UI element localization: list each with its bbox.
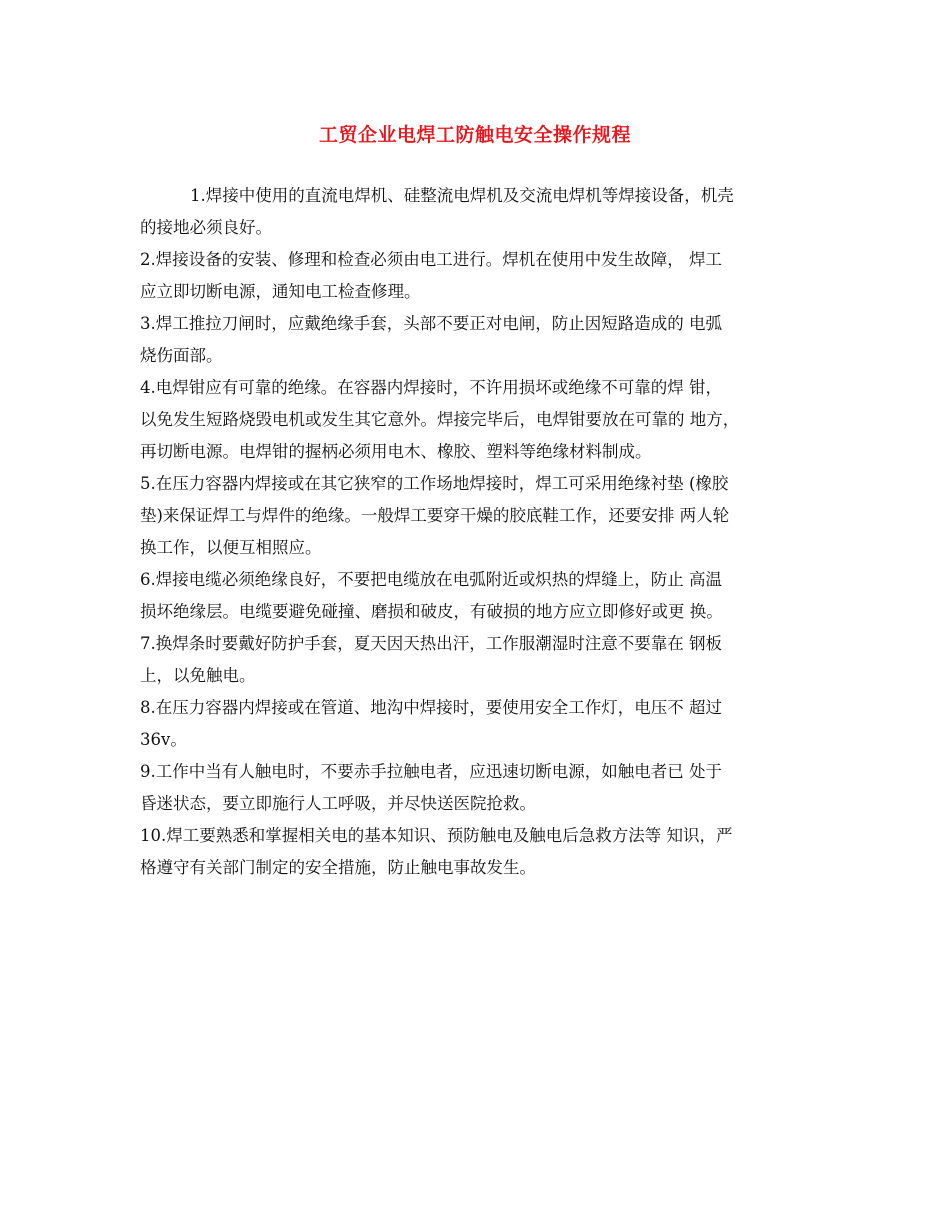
text-line: 再切断电源。电焊钳的握柄必须用电木、橡胶、塑料等绝缘材料制成。 — [140, 442, 652, 461]
document-body — [140, 180, 812, 884]
text-line: 的接地必须良好。 — [140, 218, 272, 237]
text-line: 10.焊工要熟悉和掌握相关电的基本知识、预防触电及触电后急救方法等 知识，严 — [140, 826, 733, 845]
text-line: 损坏绝缘层。电缆要避免碰撞、磨损和破皮，有破损的地方应立即修好或更 换。 — [140, 602, 723, 621]
text-line: 8.在压力容器内焊接或在管道、地沟中焊接时，要使用安全工作灯，电压不 超过 — [140, 698, 722, 717]
text-line: 6.焊接电缆必须绝缘良好，不要把电缆放在电弧附近或炽热的焊缝上，防止 高温 — [140, 570, 722, 589]
text-line: 1.焊接中使用的直流电焊机、硅整流电焊机及交流电焊机等焊接设备，机壳 — [190, 186, 734, 205]
text-line: 上，以免触电。 — [140, 666, 256, 685]
text-line: 昏迷状态，要立即施行人工呼吸，并尽快送医院抢救。 — [140, 794, 536, 813]
text-line: 换工作，以便互相照应。 — [140, 538, 322, 557]
text-line: 格遵守有关部门制定的安全措施，防止触电事故发生。 — [140, 858, 536, 877]
text-line: 5.在压力容器内焊接或在其它狭窄的工作场地焊接时，焊工可采用绝缘衬垫 (橡胶 — [140, 474, 729, 493]
text-line: 36v。 — [140, 730, 187, 749]
text-line: 以免发生短路烧毁电机或发生其它意外。焊接完毕后，电焊钳要放在可靠的 地方， — [140, 410, 740, 429]
text-line: 4.电焊钳应有可靠的绝缘。在容器内焊接时，不许用损坏或绝缘不可靠的焊 钳， — [140, 378, 722, 397]
text-line: 7.换焊条时要戴好防护手套，夏天因天热出汗，工作服潮湿时注意不要靠在 钢板 — [140, 634, 722, 653]
text-line: 2.焊接设备的安装、修理和检查必须由电工进行。焊机在使用中发生故障， 焊工 — [140, 250, 722, 269]
text-line: 3.焊工推拉刀闸时，应戴绝缘手套，头部不要正对电闸，防止因短路造成的 电弧 — [140, 314, 722, 333]
text-line: 9.工作中当有人触电时，不要赤手拉触电者，应迅速切断电源，如触电者已 处于 — [140, 762, 722, 781]
document-title: 工贸企业电焊工防触电安全操作规程 — [318, 124, 631, 146]
text-line: 应立即切断电源，通知电工检查修理。 — [140, 282, 421, 301]
text-line: 垫)来保证焊工与焊件的绝缘。一般焊工要穿干燥的胶底鞋工作，还要安排 两人轮 — [140, 506, 730, 525]
text-line: 烧伤面部。 — [140, 346, 223, 365]
